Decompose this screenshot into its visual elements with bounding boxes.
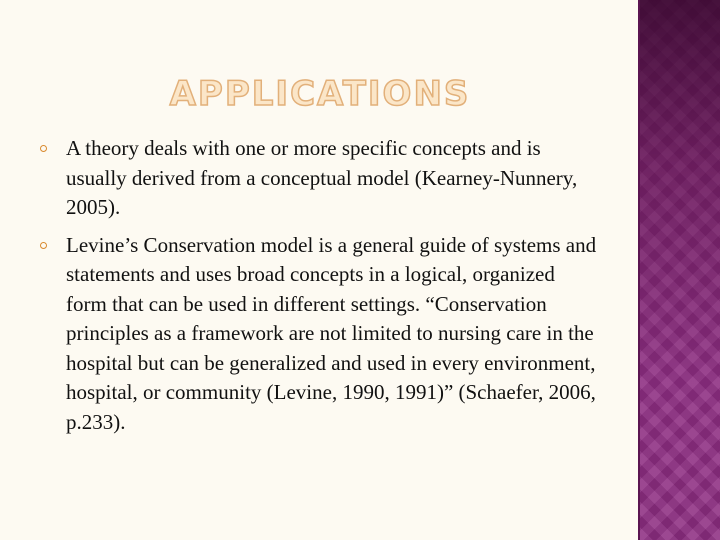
decorative-side-panel	[640, 0, 720, 540]
bullet-circle-icon	[40, 145, 47, 152]
slide-title: APPLICATIONS	[169, 74, 471, 114]
bullet-list	[40, 134, 600, 445]
bullet-text: Levine’s Conservation model is a general guide of systems and statements and uses broad concepts in a logical, organized form that can be used in different settings. “Conservation principles as a framework are not limited to nursing care in the hospital but can be generalized and used in every environment, hospital, or community (Levine, 1990, 1991)” (Schaefer, 2006, p.233).	[66, 232, 597, 434]
bullet-circle-icon	[40, 242, 47, 249]
bullet-item	[40, 231, 600, 438]
bullet-item	[40, 134, 600, 223]
bullet-text: A theory deals with one or more specific concepts and is usually derived from a conceptual model (Kearney-Nunnery, 2005).	[66, 136, 578, 219]
